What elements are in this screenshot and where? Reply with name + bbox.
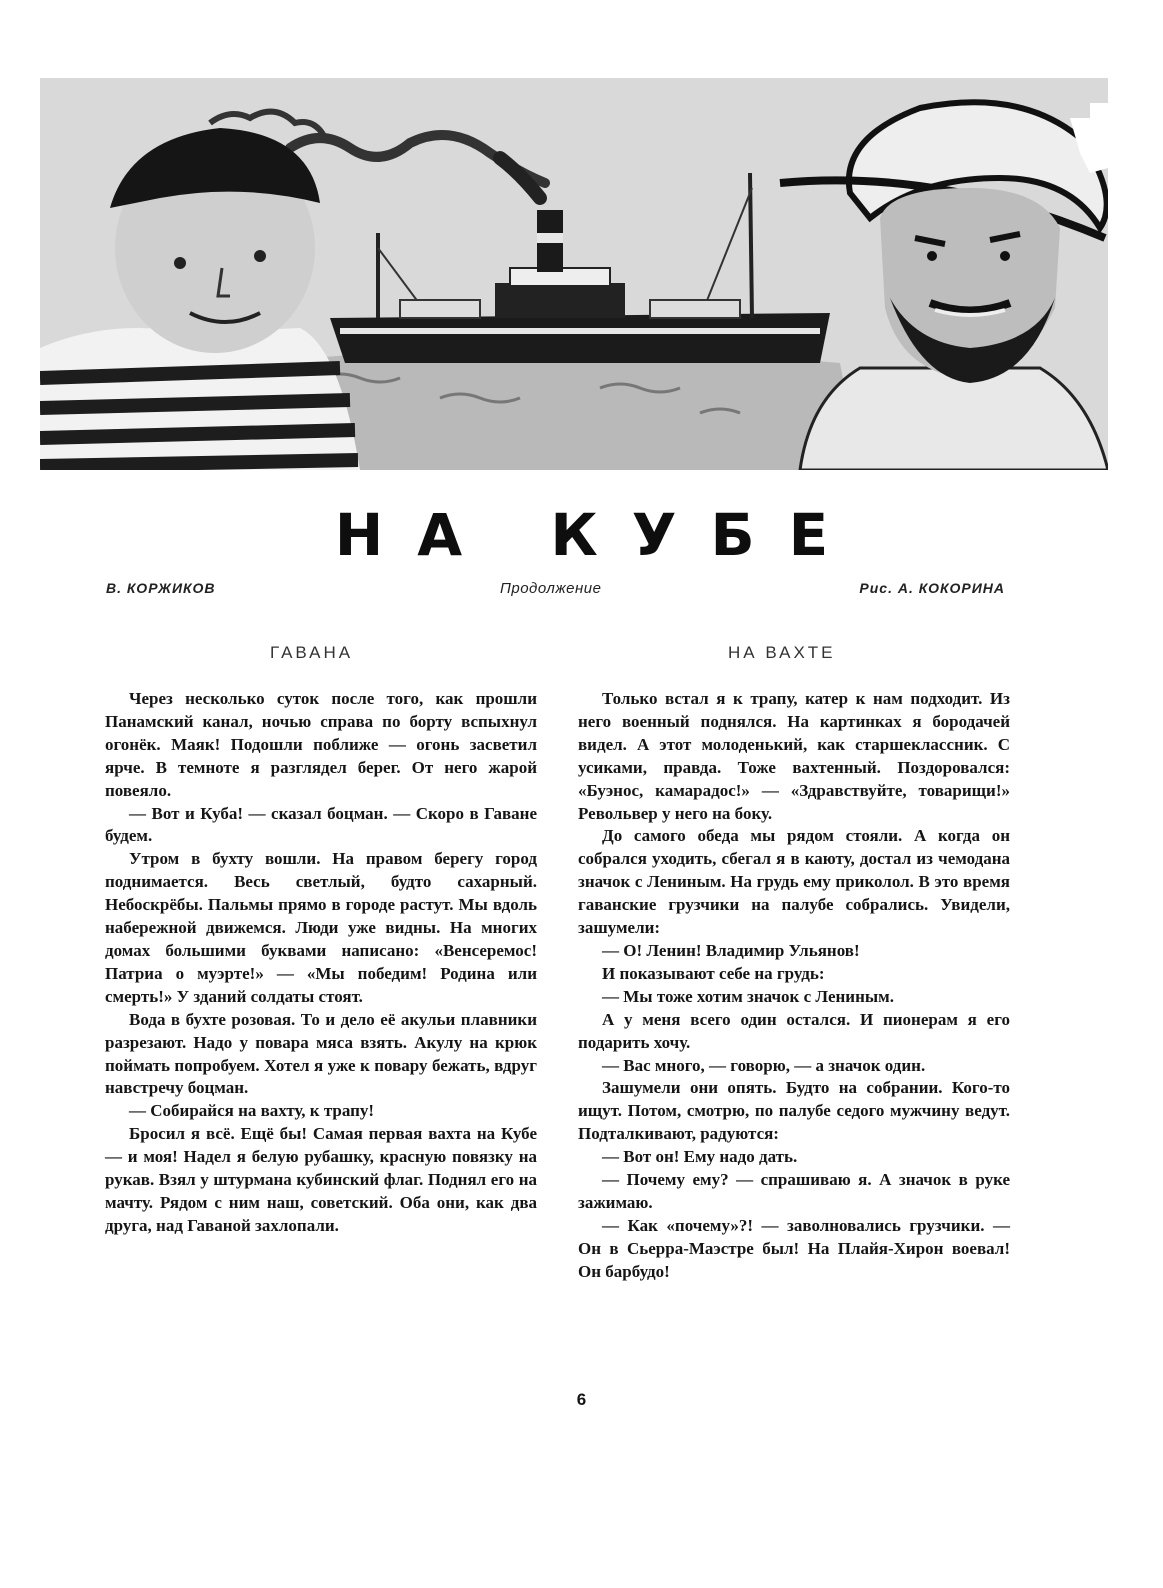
- paragraph: До самого обеда мы рядом стояли. А когда он собрался уходить, сбегал я в каюту, достал из чемодана значок с Лениным. На грудь ему приколол. В это время гаванские грузчики на палубе собрались. Увидели, зашумели:: [578, 826, 1010, 938]
- paragraph: И показывают себе на грудь:: [602, 963, 825, 983]
- paragraph: Вода в бухте розовая. То и дело её акульи плавники разрезают. Надо у повара мяса взять. Акулу на крюк поймать попробуем. Хотел я уже к повару бежать, вдруг навстречу боцман.: [105, 1009, 537, 1098]
- paragraph: — О! Ленин! Владимир Ульянов!: [602, 940, 860, 960]
- paragraph: — Вот и Куба! — сказал боцман. — Скоро в Гаване будем.: [105, 803, 537, 846]
- paragraph: Только встал я к трапу, катер к нам подходит. Из него военный поднялся. На картинках я бородачей видел. А этот молоденький, как старшеклассник. С усиками, правда. Тоже вахтенный. Поздоровался: «Буэнос, камарадос!» — «Здравствуйте, товарищи!» Револьвер у него на боку.: [578, 689, 1010, 823]
- paragraph: Утром в бухту вошли. На правом берегу город поднимается. Весь светлый, будто сахарный. Небоскрёбы. Пальмы прямо в городе растут. Мы вдоль набережной движемся. Люди уже видны. На многих домах большими буквами написано: «Венсеремос! Патриа о муэрте!» — «Мы победим! Родина или смерть!» У зданий солдаты стоят.: [105, 849, 537, 1006]
- page-number: 6: [576, 1390, 587, 1409]
- section-heading-on-watch: НА ВАХТЕ: [728, 643, 836, 662]
- sailor-ship-cuban-illustration: [40, 78, 1108, 470]
- paragraph: Бросил я всё. Ещё бы! Самая первая вахта на Кубе — и моя! Надел я белую рубашку, красную повязку на рукав. Взял у штурмана кубинский флаг. Поднял его на мачту. Рядом с ним наш, советский. Оба они, как два друга, над Гаваной захлопали.: [105, 1124, 537, 1235]
- paragraph: Зашумели они опять. Будто на собрании. Кого-то ищут. Потом, смотрю, по палубе седого мужчину ведут. Подталкивают, радуются:: [578, 1078, 1010, 1144]
- author-name: В. КОРЖИКОВ: [106, 580, 216, 596]
- continuation-label: Продолжение: [500, 580, 602, 597]
- paragraph: А у меня всего один остался. И пионерам я его подарить хочу.: [578, 1009, 1010, 1052]
- left-column-text: [105, 688, 537, 1238]
- paragraph: — Вот он! Ему надо дать.: [602, 1147, 798, 1167]
- right-column-text: [578, 688, 1010, 1284]
- paragraph: — Собирайся на вахту, к трапу!: [129, 1101, 375, 1121]
- paragraph: — Мы тоже хотим значок с Лениным.: [602, 986, 894, 1006]
- paragraph: — Как «почему»?! — заволновались грузчики. — Он в Сьерра-Маэстре был! На Плайя-Хирон воевал! Он барбудо!: [578, 1215, 1010, 1281]
- article-title: НА КУБЕ: [334, 501, 863, 569]
- paragraph: — Почему ему? — спрашиваю я. А значок в руке зажимаю.: [578, 1170, 1010, 1212]
- paragraph: — Вас много, — говорю, — а значок один.: [602, 1055, 926, 1075]
- paragraph: Через несколько суток после того, как прошли Панамский канал, ночью справа по борту вспыхнул огонёк. Маяк! Подошли поближе — огонь засветил ярче. В темноте я разглядел берег. От него жарой повеяло.: [105, 689, 537, 800]
- header-illustration: [40, 78, 1108, 470]
- illustrator-credit: Рис. А. КОКОРИНА: [859, 580, 1005, 596]
- section-heading-havana: ГАВАНА: [270, 643, 354, 662]
